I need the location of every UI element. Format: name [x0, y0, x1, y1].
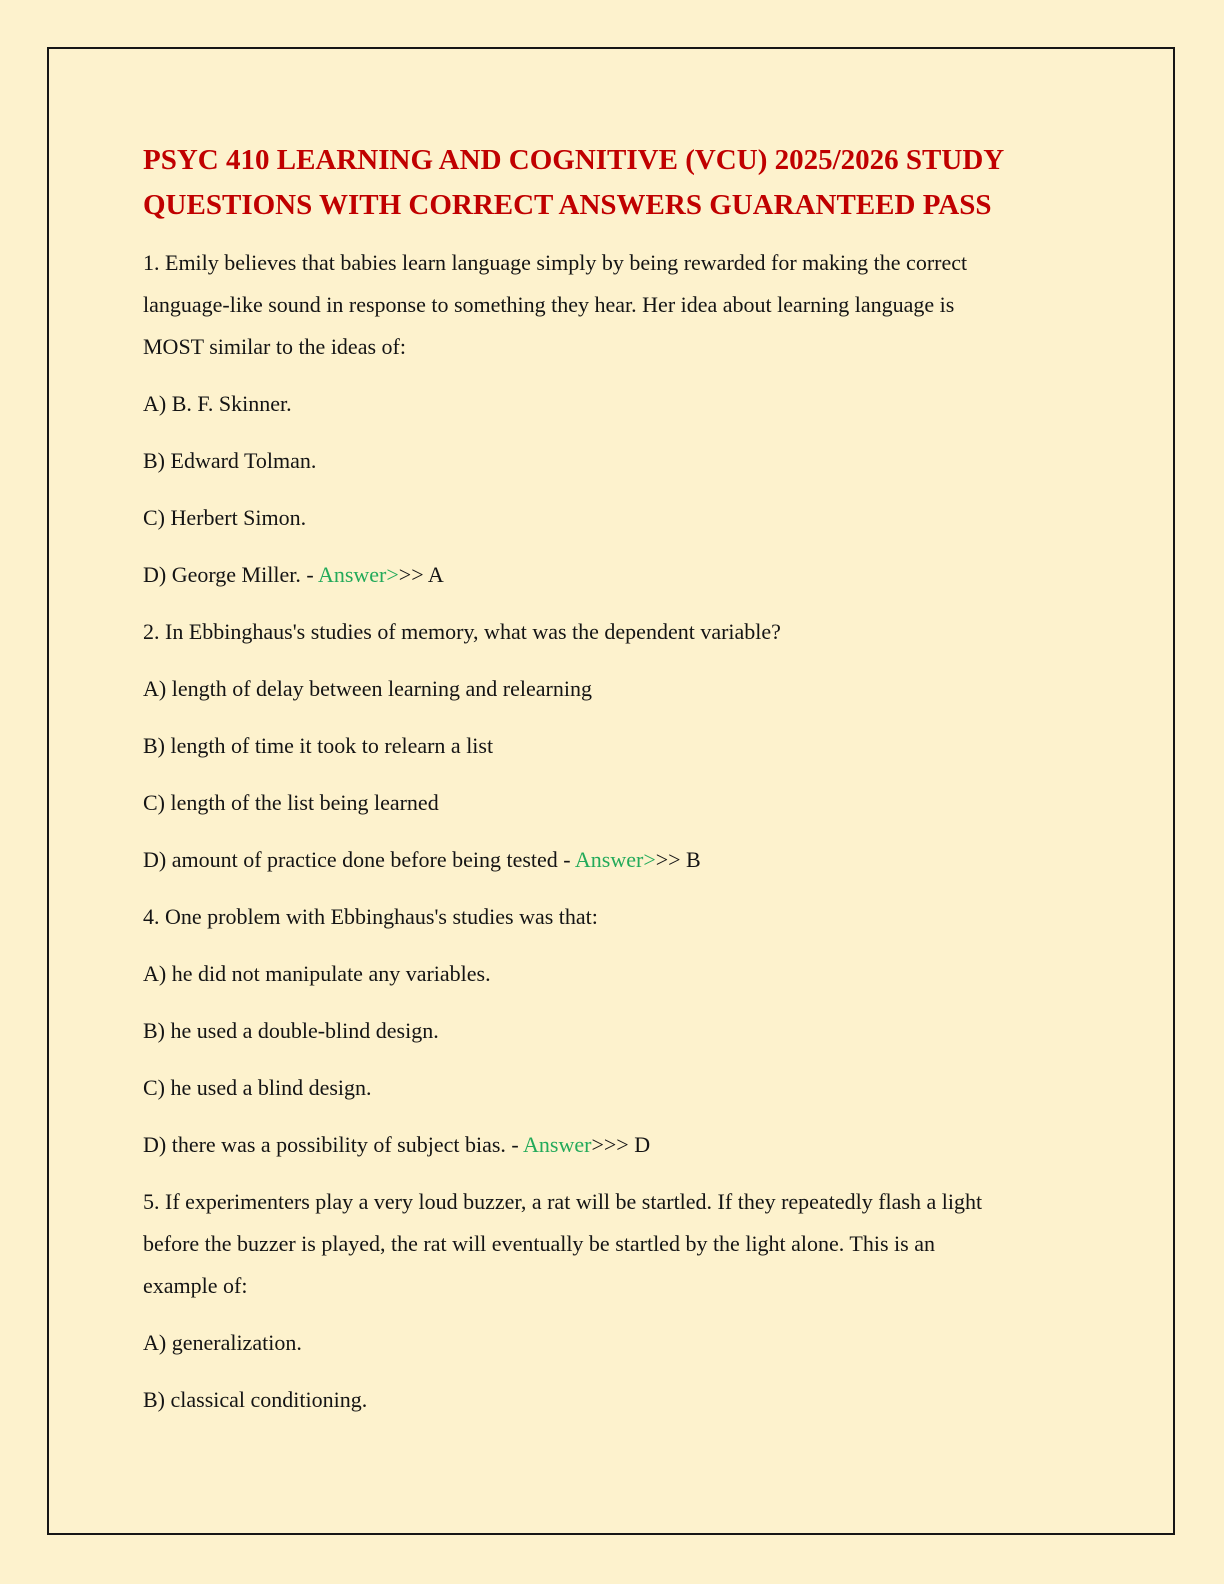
- stem-line: 5. If experimenters play a very loud buzzer, a rat will be startled. If they repeatedly flash a light: [143, 1189, 983, 1214]
- question-stem: [143, 1181, 1093, 1307]
- title-line: QUESTIONS WITH CORRECT ANSWERS GUARANTEED PASS: [143, 189, 992, 221]
- answer-option: B) Edward Tolman.: [143, 448, 317, 473]
- stem-line: before the buzzer is played, the rat will eventually be startled by the light alone. This is an: [143, 1231, 935, 1256]
- answer-option: C) he used a blind design.: [143, 1075, 372, 1100]
- answer-option: D) George Miller. - Answer>>> A: [143, 562, 444, 587]
- question-stem: [143, 611, 1093, 653]
- answer-option: A) generalization.: [143, 1330, 302, 1355]
- answer-option: A) length of delay between learning and relearning: [143, 676, 592, 701]
- answer-option: A) B. F. Skinner.: [143, 391, 292, 416]
- answer-option: B) he used a double-blind design.: [143, 1018, 439, 1043]
- answer-option: B) classical conditioning.: [143, 1387, 368, 1412]
- answer-marker: Answer>: [574, 847, 656, 872]
- stem-line: MOST similar to the ideas of:: [143, 334, 406, 359]
- stem-line: 4. One problem with Ebbinghaus's studies was that:: [143, 904, 598, 929]
- stem-line: 1. Emily believes that babies learn language simply by being rewarded for making the correct: [143, 250, 968, 275]
- document-title: [143, 138, 1093, 228]
- document-content: [143, 138, 1093, 1436]
- answer-option: A) he did not manipulate any variables.: [143, 961, 491, 986]
- question-stem: [143, 896, 1093, 938]
- title-line: PSYC 410 LEARNING AND COGNITIVE (VCU) 2025/2026 STUDY: [143, 144, 1005, 176]
- stem-line: example of:: [143, 1273, 248, 1298]
- questions-list: [143, 242, 1093, 1421]
- answer-option: C) length of the list being learned: [143, 790, 439, 815]
- answer-option: C) Herbert Simon.: [143, 505, 307, 530]
- question-stem: [143, 242, 1093, 368]
- answer-marker: Answer: [523, 1132, 592, 1157]
- answer-option: D) there was a possibility of subject bias. - Answer>>> D: [143, 1132, 651, 1157]
- stem-line: language-like sound in response to something they hear. Her idea about learning language is: [143, 292, 955, 317]
- answer-option: B) length of time it took to relearn a list: [143, 733, 494, 758]
- answer-option: D) amount of practice done before being tested - Answer>>> B: [143, 847, 701, 872]
- stem-line: 2. In Ebbinghaus's studies of memory, what was the dependent variable?: [143, 619, 781, 644]
- answer-marker: Answer>: [317, 562, 399, 587]
